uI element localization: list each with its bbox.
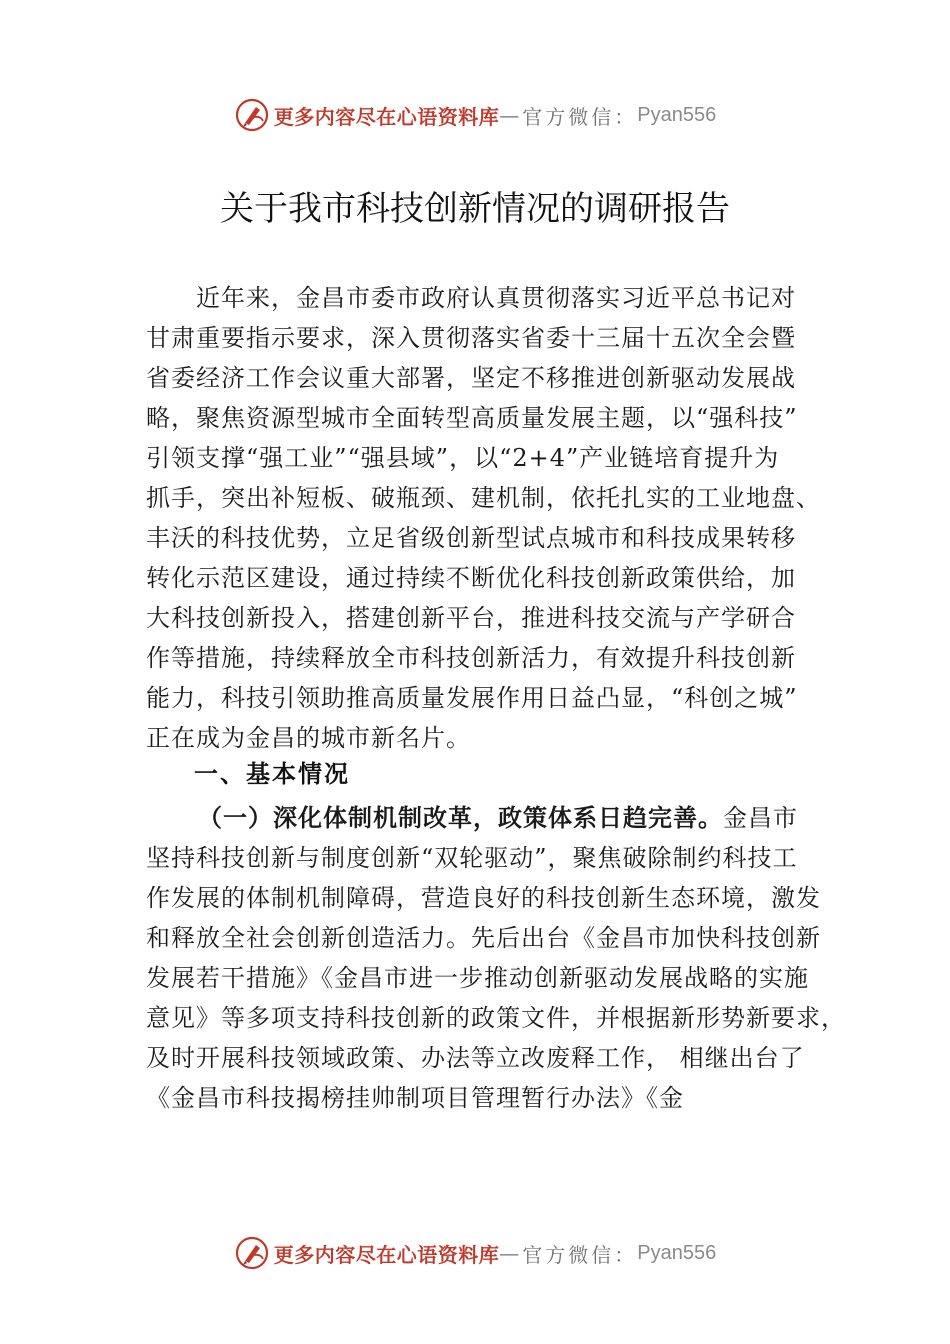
subsection-line: 作发展的体制机制障碍，营造良好的科技创新生态环境，激发 xyxy=(146,884,821,912)
banner-wechat-label: 官方微信： xyxy=(522,1242,638,1267)
section-heading-basic-situation: 一、基本情况 xyxy=(194,760,350,788)
subsection-line: 及时开展科技领域政策、办法等立改废释工作， 相继出台了 xyxy=(146,1044,805,1072)
pen-logo-icon xyxy=(234,97,270,133)
bottom-banner xyxy=(0,1233,950,1273)
banner-brand-text: 更多内容尽在心语资料库 xyxy=(273,1242,500,1267)
subsection-line: 和释放全社会创新创造活力。先后出台《金昌市加快科技创新 xyxy=(146,924,821,952)
intro-line: 略，聚焦资源型城市全面转型高质量发展主题，以“强科技” xyxy=(146,404,798,432)
intro-line: 转化示范区建设，通过持续不断优化科技创新政策供给，加 xyxy=(146,564,796,592)
intro-paragraph xyxy=(146,278,821,758)
banner-wechat-id: Pyan556 xyxy=(637,1241,717,1264)
banner-dash: — xyxy=(499,1241,523,1265)
pen-logo-icon xyxy=(234,1235,270,1271)
banner-wechat-label: 官方微信： xyxy=(522,104,638,129)
banner-dash: — xyxy=(499,103,523,127)
banner-wechat-id: Pyan556 xyxy=(637,103,717,126)
subsection-line: 发展若干措施》《金昌市进一步推动创新驱动发展战略的实施 xyxy=(146,964,809,992)
intro-line: 作等措施，持续释放全市科技创新活力，有效提升科技创新 xyxy=(146,644,796,672)
banner-brand-text: 更多内容尽在心语资料库 xyxy=(273,104,500,129)
subsection-line: 坚持科技创新与制度创新“双轮驱动”，聚焦破除制约科技工 xyxy=(146,844,798,872)
subsection-first-line xyxy=(146,798,806,838)
intro-line: 正在成为金昌的城市新名片。 xyxy=(146,724,471,752)
top-banner xyxy=(0,95,950,135)
intro-line: 甘肃重要指示要求，深入贯彻落实省委十三届十五次全会暨 xyxy=(146,324,796,352)
intro-line: 能力，科技引领助推高质量发展作用日益凸显，“科创之城” xyxy=(146,684,798,712)
subsection-lead: （一）深化体制机制改革，政策体系日趋完善。 xyxy=(198,803,723,832)
subsection-first-rest: 金昌市 xyxy=(723,804,798,832)
intro-line: 省委经济工作会议重大部署，坚定不移推进创新驱动发展战 xyxy=(146,364,796,392)
intro-line: 近年来，金昌市委市政府认真贯彻落实习近平总书记对 xyxy=(196,284,796,312)
intro-line: 大科技创新投入，搭建创新平台，推进科技交流与产学研合 xyxy=(146,604,796,632)
subsection-line: 《金昌市科技揭榜挂帅制项目管理暂行办法》《金 xyxy=(146,1084,684,1112)
intro-line: 引领支撑“强工业”“强县域”，以“2+4”产业链培育提升为 xyxy=(146,444,780,472)
subsection-line: 意见》等多项支持科技创新的政策文件，并根据新形势新要求， xyxy=(146,1004,846,1032)
intro-line: 丰沃的科技优势，立足省级创新型试点城市和科技成果转移 xyxy=(146,524,796,552)
document-title: 关于我市科技创新情况的调研报告 xyxy=(220,189,730,229)
subsection-paragraph xyxy=(146,798,846,1118)
intro-line: 抓手，突出补短板、破瓶颈、建机制，依托扎实的工业地盘、 xyxy=(146,484,821,512)
